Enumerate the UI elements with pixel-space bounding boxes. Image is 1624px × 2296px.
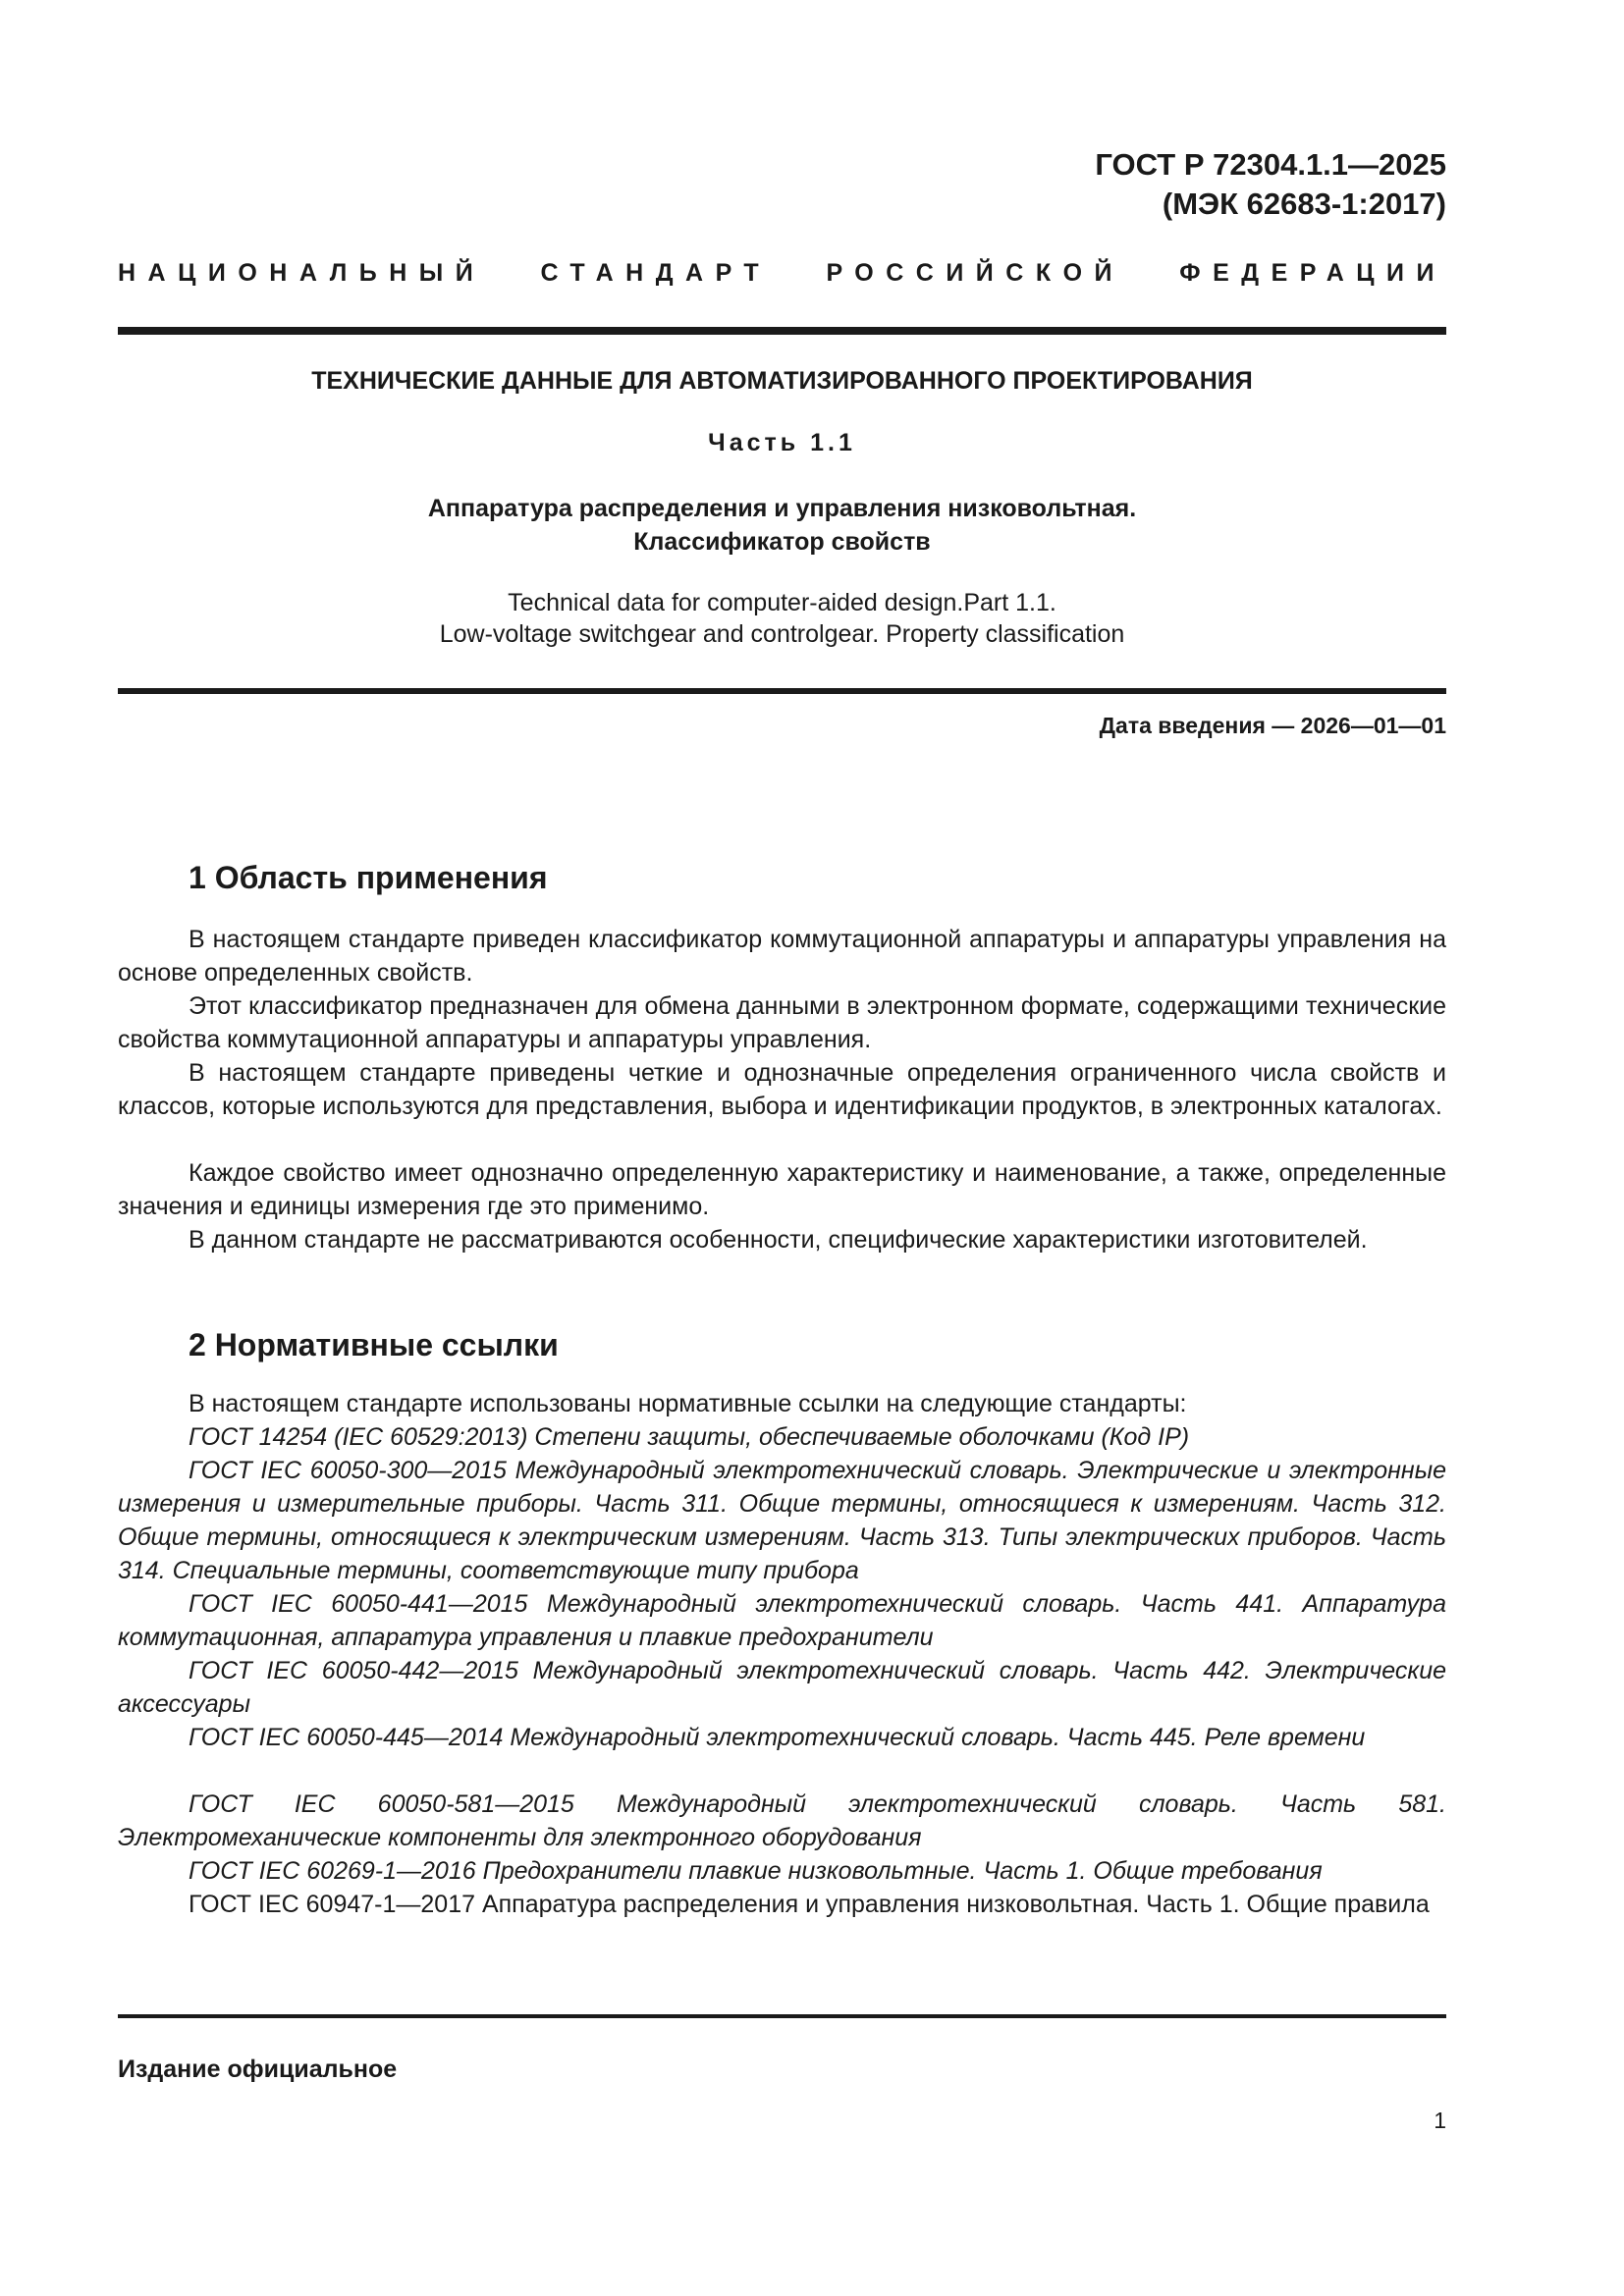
english-title — [118, 587, 1446, 650]
reference-item: ГОСТ IEC 60050-442—2015 Международный электротехнический словарь. Часть 442. Электрические аксессуары — [118, 1657, 1446, 1718]
bottom-rule — [118, 2014, 1446, 2018]
standard-number-block — [118, 145, 1446, 224]
introduction-date: Дата введения — 2026—01—01 — [1099, 713, 1446, 738]
paragraph: В настоящем стандарте приведен классификатор коммутационной аппаратуры и аппаратуры управления на основе определенных свойств. — [118, 926, 1446, 987]
reference-item: ГОСТ IEC 60050-300—2015 Международный электротехнический словарь. Электрические и электронные измерения и измерительные приборы. Часть 311. Общие термины, относящиеся к измерениям. Часть 312. Общие термины, относящиеся к электрическим измерениям. Часть 313. Типы электрических приборов. Часть 314. Специальные термины, соответствующие типу прибора — [118, 1457, 1446, 1584]
paragraph: В данном стандарте не рассматриваются особенности, специфические характеристики изготовителей. — [189, 1226, 1368, 1254]
top-rule — [118, 327, 1446, 335]
national-standard-title: НАЦИОНАЛЬНЫЙ СТАНДАРТ РОССИЙСКОЙ ФЕДЕРАЦИИ — [118, 259, 1446, 287]
section-2-heading: 2 Нормативные ссылки — [189, 1327, 559, 1362]
paragraph: В настоящем стандарте приведены четкие и однозначные определения ограниченного числа свойств и классов, которые используются для представления, выбора и идентификации продуктов, в электронных каталогах. — [118, 1059, 1446, 1120]
document-subtitle — [118, 492, 1446, 559]
reference-item: ГОСТ IEC 60947-1—2017 Аппаратура распределения и управления низковольтная. Часть 1. Общие правила — [189, 1891, 1430, 1918]
section-1-heading: 1 Область применения — [189, 860, 548, 895]
reference-item: ГОСТ IEC 60050-581—2015 Международный электротехнический словарь. Часть 581. Электромеханические компоненты для электронного оборудования — [118, 1790, 1446, 1851]
page-number: 1 — [1434, 2108, 1446, 2133]
reference-item: ГОСТ IEC 60050-445—2014 Международный электротехнический словарь. Часть 445. Реле времени — [189, 1724, 1366, 1751]
document-title: ТЕХНИЧЕСКИЕ ДАННЫЕ ДЛЯ АВТОМАТИЗИРОВАННОГО ПРОЕКТИРОВАНИЯ — [311, 367, 1253, 395]
middle-rule — [118, 688, 1446, 694]
english-title-line-2: Low-voltage switchgear and controlgear. Property classification — [439, 620, 1125, 648]
references-intro: В настоящем стандарте использованы нормативные ссылки на следующие стандарты: — [189, 1390, 1187, 1417]
reference-item: ГОСТ 14254 (IEC 60529:2013) Степени защиты, обеспечиваемые оболочками (Код IP) — [189, 1423, 1190, 1451]
reference-item: ГОСТ IEC 60050-441—2015 Международный электротехнический словарь. Часть 441. Аппаратура коммутационная, аппаратура управления и плавкие предохранители — [118, 1590, 1446, 1651]
subtitle-line-2: Классификатор свойств — [633, 528, 931, 556]
part-label: Часть 1.1 — [708, 429, 856, 456]
official-edition-label: Издание официальное — [118, 2056, 398, 2083]
reference-item: ГОСТ IEC 60269-1—2016 Предохранители плавкие низковольтные. Часть 1. Общие требования — [189, 1857, 1323, 1885]
subtitle-line-1: Аппаратура распределения и управления низковольтная. — [427, 495, 1137, 522]
paragraph: Каждое свойство имеет однозначно определенную характеристику и наименование, а также, определенные значения и единицы измерения где это применимо. — [118, 1159, 1446, 1220]
gost-number: ГОСТ Р 72304.1.1—2025 — [1095, 147, 1446, 182]
paragraph: Этот классификатор предназначен для обмена данными в электронном формате, содержащими технические свойства коммутационной аппаратуры и аппаратуры управления. — [118, 992, 1446, 1053]
english-title-line-1: Technical data for computer-aided design.Part 1.1. — [508, 589, 1056, 616]
iec-number: (МЭК 62683-1:2017) — [1162, 187, 1446, 221]
